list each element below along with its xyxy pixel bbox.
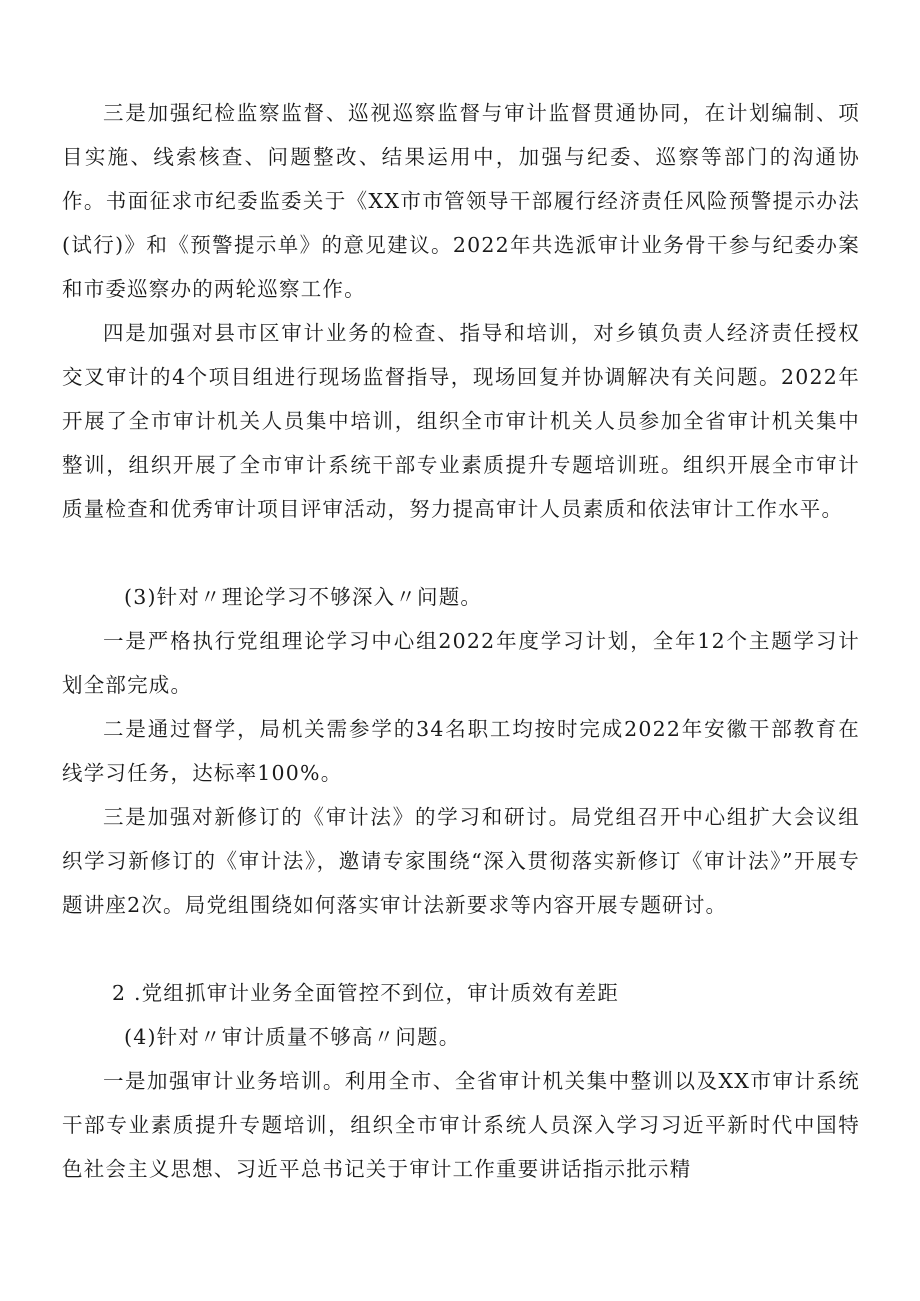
section-heading-audit-control: 2 .党组抓审计业务全面管控不到位，审计质效有差距 — [112, 981, 620, 1005]
paragraph-study-plan: 一是严格执行党组理论学习中心组2022年度学习计划，全年12个主题学习计划全部完成。 — [62, 629, 860, 697]
subheading-theory-study: (3)针对〃理论学习不够深入〃问题。 — [124, 585, 483, 609]
paragraph-discipline-coordination: 三是加强纪检监察监督、巡视巡察监督与审计监督贯通协同，在计划编制、项目实施、线索核查、问题整改、结果运用中，加强与纪委、巡察等部门的沟通协作。书面征求市纪委监委关于《XX市市管领导干部履行经济责任风险预警提示办法(试行)》和《预警提示单》的意见建议。2022年共选派审计业务骨干参与纪委办案和市委巡察办的两轮巡察工作。 — [62, 101, 860, 301]
paragraph-county-guidance: 四是加强对县市区审计业务的检查、指导和培训，对乡镇负责人经济责任授权交叉审计的4个项目组进行现场监督指导，现场回复并协调解决有关问题。2022年开展了全市审计机关人员集中培训，组织全市审计机关人员参加全省审计机关集中整训，组织开展了全市审计系统干部专业素质提升专题培训班。组织开展全市审计质量检查和优秀审计项目评审活动，努力提高审计人员素质和依法审计工作水平。 — [62, 321, 860, 521]
paragraph-online-learning: 二是通过督学，局机关需参学的34名职工均按时完成2022年安徽干部教育在线学习任务，达标率100%。 — [62, 717, 860, 785]
paragraph-audit-training: 一是加强审计业务培训。利用全市、全省审计机关集中整训以及XX市审计系统干部专业素质提升专题培训，组织全市审计系统人员深入学习习近平新时代中国特色社会主义思想、习近平总书记关于审计工作重要讲话指示批示精 — [62, 1069, 860, 1181]
subheading-audit-quality: (4)针对〃审计质量不够高〃问题。 — [124, 1025, 461, 1049]
paragraph-audit-law-study: 三是加强对新修订的《审计法》的学习和研讨。局党组召开中心组扩大会议组织学习新修订的《审计法》，邀请专家围绕“深入贯彻落实新修订《审计法》”开展专题讲座2次。局党组围绕如何落实审计法新要求等内容开展专题研讨。 — [62, 805, 860, 917]
